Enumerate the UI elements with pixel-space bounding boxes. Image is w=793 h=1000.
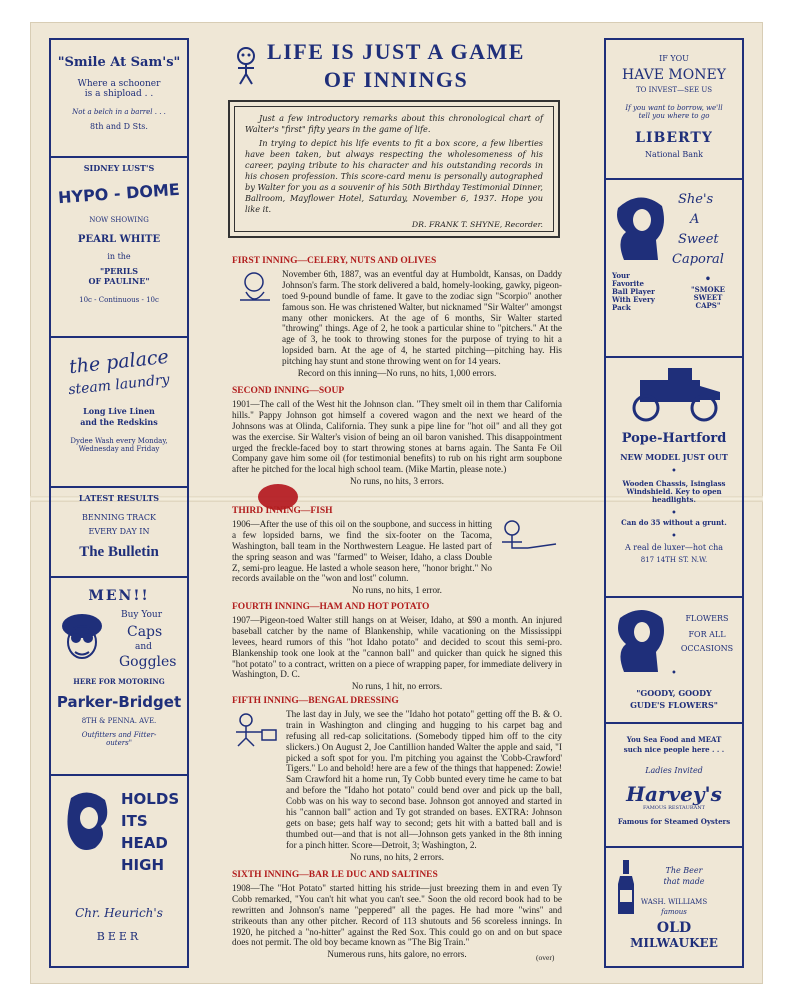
ad-harvey-logo-sub: FAMOUS RESTAURANT <box>643 805 705 812</box>
ad-harvey-line: such nice people here . . . <box>623 745 725 755</box>
ad-bulletin-line: EVERY DAY IN <box>88 527 150 537</box>
ad-caporal-slogan: She's <box>678 192 714 207</box>
ad-caporal <box>606 180 742 358</box>
intro-box <box>228 100 560 238</box>
inning-result: Numerous runs, hits galore, no errors. <box>327 949 467 960</box>
ad-harvey-line: Famous for Steamed Oysters <box>617 817 731 827</box>
ad-milwaukee-line: that made <box>663 877 705 887</box>
inning-body: 1908—The "Hot Potato" started hitting his stride—just breezing them in and even Ty Cobb remarked, "You can't hit what you can't see." Soon the old record book had to be rewritten and Johnson's name "peppered" all the pages. He had more "wins" and strikeouts than any other pitcher. Record of 113 shutouts and 56 scoreless innings. In 1920, he pitched a "no-hitter" against the Red Sox. This could go on and on but space does not permit. The old boy became known as "The Big Train." <box>232 882 562 948</box>
cartoon-child-icon <box>234 270 278 310</box>
ad-gude-line: FOR ALL <box>688 630 726 639</box>
ad-bulletin-line: LATEST RESULTS <box>78 493 160 503</box>
ad-hypo-line: NOW SHOWING <box>89 215 149 224</box>
ad-pope-line: headlights. <box>652 494 696 504</box>
ad-harveys <box>606 724 742 848</box>
inning-heading: FIFTH INNING—BENGAL DRESSING <box>232 696 399 706</box>
ad-milwaukee-line: WASH. WILLIAMS <box>640 898 708 907</box>
inning-heading: SIXTH INNING—BAR LE DUC AND SALTINES <box>232 870 438 880</box>
ad-caporal-slogan: A <box>690 212 700 227</box>
ad-harvey-logo: Harvey's <box>626 782 722 807</box>
ad-palace-title: the palace <box>68 345 170 379</box>
center-column <box>200 38 592 94</box>
inning-result: No runs, 1 hit, no errors. <box>351 681 443 692</box>
ad-parker-line: and <box>135 642 152 653</box>
ad-liberty-line: If you want to borrow, we'll <box>625 104 723 113</box>
inning-result: No runs, no hits, 3 errors. <box>350 476 444 487</box>
ad-liberty-bank <box>606 40 742 180</box>
inning-result: No runs, no hits, 1 error. <box>352 585 442 596</box>
ad-caporal-slogan: Caporal <box>672 252 724 267</box>
ad-parker-line: Goggles <box>119 654 177 671</box>
ad-heurich-line: ITS <box>121 812 148 830</box>
ad-gude-line: FLOWERS <box>685 614 729 623</box>
lady-portrait-icon <box>612 188 668 262</box>
ad-parker-line: HERE FOR MOTORING <box>73 677 165 687</box>
ad-liberty-line: IF YOU <box>659 54 689 63</box>
ad-pope-title: Pope-Hartford <box>621 431 727 446</box>
ad-palace-line: Dydee Wash every Monday, <box>70 437 168 446</box>
intro-text <box>234 106 554 232</box>
woman-portrait-icon <box>61 788 115 854</box>
ad-hypo-line: OF PAULINE" <box>88 275 150 286</box>
ad-pope-line: NEW MODEL JUST OUT <box>620 451 728 462</box>
bullet-dot: • <box>671 507 677 519</box>
ad-parker-line: MEN!! <box>88 588 150 604</box>
goggles-man-icon <box>57 608 107 664</box>
ad-caporal-line: Favorite <box>612 279 644 289</box>
cartoon-fisherman-icon <box>498 518 560 558</box>
ad-hypo-line: in the <box>107 252 131 262</box>
ad-sams <box>51 40 187 158</box>
intro-paragraph: Just a few introductory remarks about this chronological chart of Walter's "first" fifty years in the game of life. <box>245 113 543 134</box>
ad-gude-line: "GOODY, GOODY <box>636 688 712 698</box>
ad-pope-line: Windshield. Key to open <box>626 486 722 496</box>
ad-sams-line: Where a schooner <box>77 78 161 89</box>
ad-sams-line: is a shipload . . <box>84 89 154 100</box>
ad-caporal-line: Pack <box>612 303 631 313</box>
ad-milwaukee-line: OLD <box>656 920 692 937</box>
ad-bulletin-line: BENNING TRACK <box>81 513 157 523</box>
ad-caporal-right <box>678 274 738 310</box>
ad-pope-line: A real de luxer—hot cha <box>624 542 724 552</box>
page-title <box>200 38 592 94</box>
inning-result: No runs, no hits, 2 errors. <box>350 851 444 862</box>
inning-heading: FIRST INNING—CELERY, NUTS AND OLIVES <box>232 256 437 266</box>
ad-hypo-title: HYPO - DOME <box>57 179 181 208</box>
inning-body: 1906—After the use of this oil on the soupbone, and success in hitting a few lopsided barns, we find the six-footer on the Tacoma, Washington, ball team in the Northwestern League. He lasted part of the spring season and was "farmed" to Weiser, Idaho, a class Double Z, semi-pro league. He lasted a whole season here, "honor bright." No records available on the "won and lost" column. <box>232 518 492 584</box>
bullet-dot: • <box>671 668 677 679</box>
title-line: LIFE IS JUST A GAME <box>267 39 525 64</box>
inning-heading: THIRD INNING—FISH <box>232 506 333 516</box>
inning-6 <box>232 870 562 960</box>
ad-harvey-line: You Sea Food and MEAT <box>626 735 722 744</box>
ad-milwaukee-line: famous <box>661 908 687 917</box>
ad-parker-line: outers" <box>106 739 132 748</box>
ad-old-milwaukee <box>606 848 742 966</box>
inning-body: The last day in July, we see the "Idaho hot potato" getting off the B. & O. train in Washington and clinging and hugging to his carpet bag and refusing all red-cap solicitations. (Somebody tipped him off to the city slickers.) On August 2, Joe Cantillion handed Walter the apple and said, "I picked a soft spot for you. I'm pitching you against the 'Cobb-Crawford' Tigers." Lo and behold! here are a few of the things that happened: Zowie! Sam Crawford hit a home run, Ty Cobb bunted every time he came to bat and before the "Idaho hot potato" could bend over and pick up the ball, Cobb was on his way to second base. Johnson got annoyed and started in his "cannon ball" action and Ty got stranded on bases. EXTRA: Johnson gets on base; gets half way to second; gets hit with a batted ball and is thumbed out—and that is not all—Johnson gets yanked in the 8th inning for a pinch hitter. Score—Detroit, 3; Washington, 2. <box>286 708 562 850</box>
ad-caporal-slogan: Sweet <box>678 232 719 247</box>
ad-palace-subtitle: steam laundry <box>67 371 171 399</box>
ad-palace-laundry <box>51 338 187 488</box>
inning-1 <box>232 256 562 379</box>
bullet-dot: • <box>671 466 677 478</box>
bullet-dot: • <box>704 274 712 285</box>
ad-heurich-beer <box>51 776 187 966</box>
intro-signature: DR. FRANK T. SHYNE, Recorder. <box>411 220 543 229</box>
ad-hypo-price <box>51 296 187 304</box>
cartoon-traveler-icon <box>232 712 282 748</box>
ad-hypo-line: "PERILS <box>99 266 139 277</box>
ad-hypo-line: SIDNEY LUST'S <box>83 163 155 173</box>
bullet-dot: • <box>671 531 677 543</box>
ad-caporal-line: With Every <box>612 295 655 305</box>
inning-heading: FOURTH INNING—HAM AND HOT POTATO <box>232 602 430 612</box>
ad-caporal-line: CAPS" <box>695 300 721 310</box>
ad-gude-flowers <box>606 598 742 724</box>
ad-liberty-line: HAVE MONEY <box>622 67 726 84</box>
ad-palace-line: Wednesday and Friday <box>78 445 160 454</box>
ad-caporal-left <box>612 272 655 312</box>
inning-result: Record on this inning—No runs, no hits, 1,000 errors. <box>297 368 497 379</box>
intro-paragraph: In trying to depict his life events to fit a box score, a few liberties have been taken, but always respecting the wholesomeness of his career, paying tribute to his character and his outstanding records in his chosen profession. This score-card menu is personally autographed by Walter for you as a souvenir of his 50th Birthday Testimonial Dinner, Ballroom, Mayflower Hotel, Saturday, November 6, 1937. Hope you like it. <box>245 138 543 214</box>
right-ad-column <box>604 38 744 968</box>
ad-parker-line: Buy Your <box>121 610 163 621</box>
lady-flowers-icon <box>614 604 668 674</box>
ad-pope-hartford <box>606 358 742 598</box>
ad-hypodome <box>51 158 187 338</box>
ad-sams-address: 8th and D Sts. <box>90 121 148 131</box>
price-right: 10c <box>146 295 159 304</box>
ad-parker-line: Caps <box>127 624 163 641</box>
price-mid: - Continuous - <box>94 295 144 304</box>
ad-heurich-line: HEAD <box>121 834 168 852</box>
ad-parker-line: Outfitters and Fitter- <box>81 731 157 740</box>
ad-heurich-line: HOLDS <box>121 790 180 808</box>
ad-parker-body <box>51 604 187 674</box>
ad-heurich-line: BEER <box>96 930 142 943</box>
ad-bulletin-title: The Bulletin <box>79 543 159 560</box>
antique-car-icon <box>620 366 728 424</box>
beer-bottle-icon <box>616 860 636 914</box>
ad-heurich-line: HIGH <box>121 856 165 874</box>
ad-liberty-title: LIBERTY <box>635 130 713 147</box>
ad-caporal-line: Ball Player <box>612 287 655 297</box>
inning-body: November 6th, 1887, was an eventful day at Humboldt, Kansas, on Daddy Johnson's farm. The stork delivered a bald, homely-looking, gawky, pigeon-toed 9-pound bundle of fame. It gave to the zodiac sign "Scorpio" another famous son. He was christened Walter, but nicknamed "Sir Walter" amongst many other monickers. At the age of 6 months, Sir Walter started "throwing" things. Age of 2, he took a particular shine to "pitchers." At the age of 3, he took to throwing stones for the purpose of trying to hit a lopsided barn. At the age of 4, he started pitching—pitching hay. His pitching hay stunt and stone throwing went on for 14 years. <box>282 268 562 367</box>
ad-caporal-line: SWEET <box>693 292 723 302</box>
inning-body: 1901—The call of the West hit the Johnson clan. "They smelt oil in them thar California hills." Pappy Johnson got himself a covered wagon and the next we heard of the Johnsons was at Olinda, California. They sunk a pipe line for "hot oil" and all they got was the exercise. Sir Walter's vision of being an oil baron vanished. This disappointment urged the freckle-faced boy to start throwing stones at barns again. The Santa Fe Oil Company gave him some oil (for testimonial benefits) to rub on his right arm soupbone after he pitched for the local high school team. (Mike Martin, please note.) <box>232 398 562 475</box>
inning-body: 1907—Pigeon-toed Walter still hangs on at Weiser, Idaho, at $90 a month. An injured baseball catcher by the name of Blankenship, while vacationing on the Mississippi levees, heard rumors of this "hot Idaho potato" and decided to scout this semi-pro. Blankenship took one look at the "cannon ball" and quicker than quick he signed this "hot potato" to a contract, written on a piece of wrapping paper, for immediate delivery in Washington, D. C. <box>232 614 562 680</box>
ad-bulletin <box>51 488 187 578</box>
ad-hypo-line: PEARL WHITE <box>77 233 161 245</box>
ad-sams-line: Not a belch in a barrel . . . <box>72 107 166 116</box>
inning-4 <box>232 602 562 692</box>
ad-milwaukee-title: MILWAUKEE <box>630 935 718 950</box>
ad-pope-address: 817 14TH ST. N.W. <box>640 556 708 564</box>
over-note: (over) <box>536 953 555 962</box>
title-line: OF INNINGS <box>323 67 469 92</box>
ad-harvey-line: Ladies Invited <box>645 766 703 776</box>
ad-palace-line: and the Redskins <box>80 417 158 428</box>
ad-milwaukee-line: The Beer <box>665 866 703 875</box>
ad-pope-line: Can do 35 without a grunt. <box>621 518 727 528</box>
price-left: 10c <box>79 295 92 304</box>
ad-liberty-line: tell you where to go <box>638 112 710 121</box>
ad-caporal-line: "SMOKE <box>691 284 725 294</box>
ad-pope-line: Wooden Chassis, Isinglass <box>622 478 726 488</box>
ad-liberty-line: National Bank <box>644 149 704 159</box>
ad-liberty-line: TO INVEST—SEE US <box>635 86 713 95</box>
ad-gude-line: GUDE'S FLOWERS" <box>630 700 718 710</box>
ad-palace-line: Long Live Linen <box>83 405 155 416</box>
ad-parker-bridget <box>51 578 187 776</box>
ad-sams-title: "Smile At Sam's" <box>57 55 181 70</box>
left-ad-column <box>49 38 189 968</box>
inning-heading: SECOND INNING—SOUP <box>232 386 345 396</box>
ad-gude-line: OCCASIONS <box>680 644 734 653</box>
ad-caporal-line: Your <box>612 271 630 280</box>
ad-heurich-brand: Chr. Heurich's <box>75 906 163 920</box>
ad-parker-title: Parker-Bridget <box>56 693 182 712</box>
ad-parker-line: 8TH & PENNA. AVE. <box>81 717 157 726</box>
inning-2 <box>232 386 562 487</box>
